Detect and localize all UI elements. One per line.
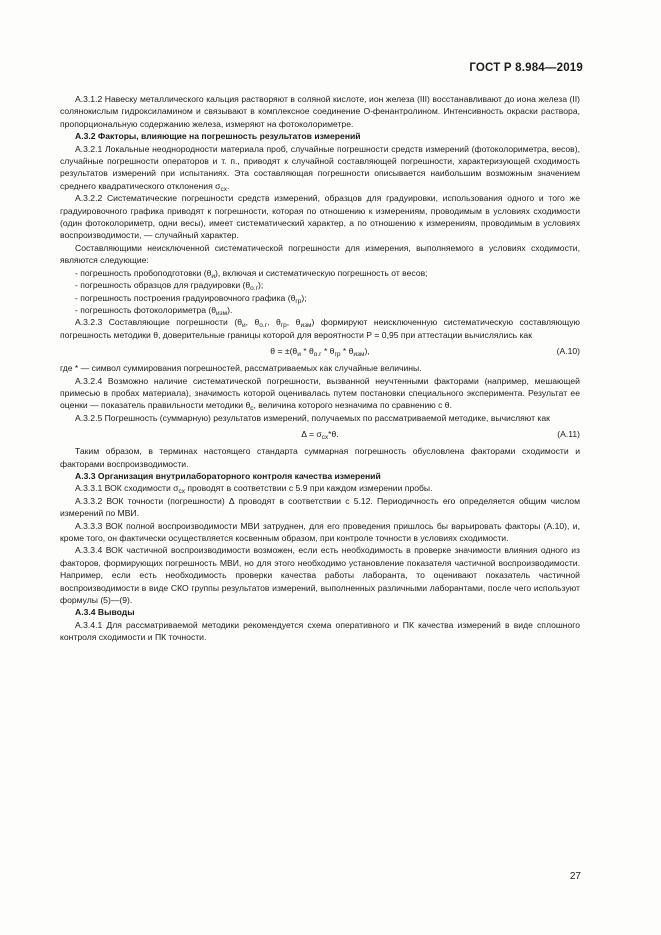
paragraph-conclusion: Таким образом, в терминах настоящего стандарта суммарная погрешность обусловлена факторами сходимости и факторами воспроизводимости. xyxy=(60,446,580,469)
list-item: - погрешность построения градуировочного графика $(\theta_{гр})$; xyxy=(75,292,307,305)
document-body xyxy=(60,93,580,644)
paragraph-a-3-3-3: А.3.3.3 ВОК полной воспроизводимости МВИ затруднен, для его проведения пришлось бы варьировать факторы (А.10), и, кроме того, он фактически осуществляется косвенным образом, при контроле точности в условиях сходимости. xyxy=(60,520,580,543)
paragraph-a-3-3-2: А.3.3.2 ВОК точности (погрешности) Δ проводят в соответствии с 5.12. Периодичность его определяется общим числом измерений по МВИ. xyxy=(60,495,580,519)
formula-a-11 xyxy=(60,425,580,443)
paragraph-a-3-2-5: А.3.2.5 Погрешность (суммарную) результатов измерений, получаемых по рассматриваемой методике, вычисляют как xyxy=(75,412,550,423)
formula-expression: $\Delta = \sigma_{сх}*\theta$. xyxy=(301,429,339,442)
section-heading-a-3-2: А.3.2 Факторы, влияющие на погрешность результатов измерений xyxy=(75,131,361,142)
paragraph-a-3-3-1: А.3.3.1 ВОК сходимости $\sigma_{сх}$ проводят в соответствии с 5.9 при каждом измерении пробы. xyxy=(75,483,433,496)
list-item: - погрешность пробоподготовки $(\theta_и)$, включая и систематическую погрешность от весов; xyxy=(75,267,428,280)
list-item: - погрешность образцов для градуировки $(\theta_{о.г})$; xyxy=(75,280,264,293)
formula-expression: $\theta = \pm(\theta_и * \theta_{о.г} * \theta_{гр} * \theta_{изм})$, xyxy=(270,346,370,359)
formula-a-10 xyxy=(60,342,580,360)
paragraph-components-intro: Составляющими неисключенной систематической погрешности для измерения, выполняемого в условиях сходимости, являются следующие: xyxy=(60,242,580,266)
section-heading-a-3-3: А.3.3 Организация внутрилабораторного контроля качества измерений xyxy=(75,470,381,481)
page-number: 27 xyxy=(569,871,581,882)
paragraph-a-3-2-1: А.3.2.1 Локальные неоднородности материала проб, случайные погрешности средств измерений (фотоколориметра, весов), случайные погрешности операторов и т. п., приводят к случайной составляющей погрешности, характеризующей сходимость результатов измерений при испытаниях. Эта составляющая погрешности описывается наибольшим возможным значением среднего квадратического отклонения $\sigma_{сх}$. xyxy=(60,143,580,193)
paragraph-a-3-4-1: А.3.4.1 Для рассматриваемой методики рекомендуется схема оперативного и ПК качества измерений в виде сплошного контроля сходимости и ПК точности. xyxy=(60,619,580,643)
paragraph-a-3-2-2: А.3.2.2 Систематические погрешности средств измерений, образцов для градуировки, использования одного и того же градуировочного графика приводят к погрешности, которая по отношению к измерениям, проводимым в условиях сходимости (один фотоколориметр, одни весы), имеет систематический характер, а по отношению к измерениям, проводимым в условиях воспроизводимости, — случайный характер. xyxy=(60,193,580,241)
formula-number: (А.11) xyxy=(557,429,580,440)
paragraph-a-3-3-4: А.3.3.4 ВОК частичной воспроизводимости возможен, если есть необходимость в проверке значимости влияния одного из факторов, формирующих погрешность МВИ, но для этого необходимо установление показателя частичной воспроизводимости. Например, если есть необходимость проверки качества работы лаборанта, то оценивают показатель частичной воспроизводимости в виде СКО группы результатов измерений, выполненных различными лаборантами, после чего используют формулы (5)—(9). xyxy=(60,545,580,606)
list-item: - погрешность фотоколориметра $(\theta_{изм})$. xyxy=(75,304,233,317)
paragraph-formula-note: где * — символ суммирования погрешностей, рассматриваемых как случайные величины. xyxy=(60,363,422,374)
document-header: ГОСТ Р 8.984—2019 xyxy=(469,62,583,74)
formula-number: (А.10) xyxy=(556,346,580,357)
section-heading-a-3-4: А.3.4 Выводы xyxy=(75,607,135,618)
paragraph-a-3-1-2: А.3.1.2 Навеску металлического кальция растворяют в соляной кислоте, ион железа (III) восстанавливают до иона железа (II) солянокислым гидроксиламином и связывают в комплексное соединение О-фенантролином. Интенсивность окраски раствора, пропорциональную содержанию железа, измеряют на фотоколориметре. xyxy=(60,94,580,129)
paragraph-a-3-2-3: А.3.2.3 Составляющие погрешности ($\theta_и$, $\theta_{о.г}$, $\theta_{гр}$, $\theta_{изм}$) формируют неисключенную систематическую составляющую погрешность методики θ, доверительные границы которой для вероятности Р = 0,95 при аттестации вычислялись как xyxy=(60,317,581,340)
paragraph-a-3-2-4: А.3.2.4 Возможно наличие систематической погрешности, вызванной неучтенными факторами (например, мешающей примесью в пробах материала), значимость которой оценивалась путем постановки специального эксперимента. Результат ее оценки — показатель правильности методики $\theta_с$, величина которого незначима по сравнению с θ. xyxy=(60,375,580,413)
